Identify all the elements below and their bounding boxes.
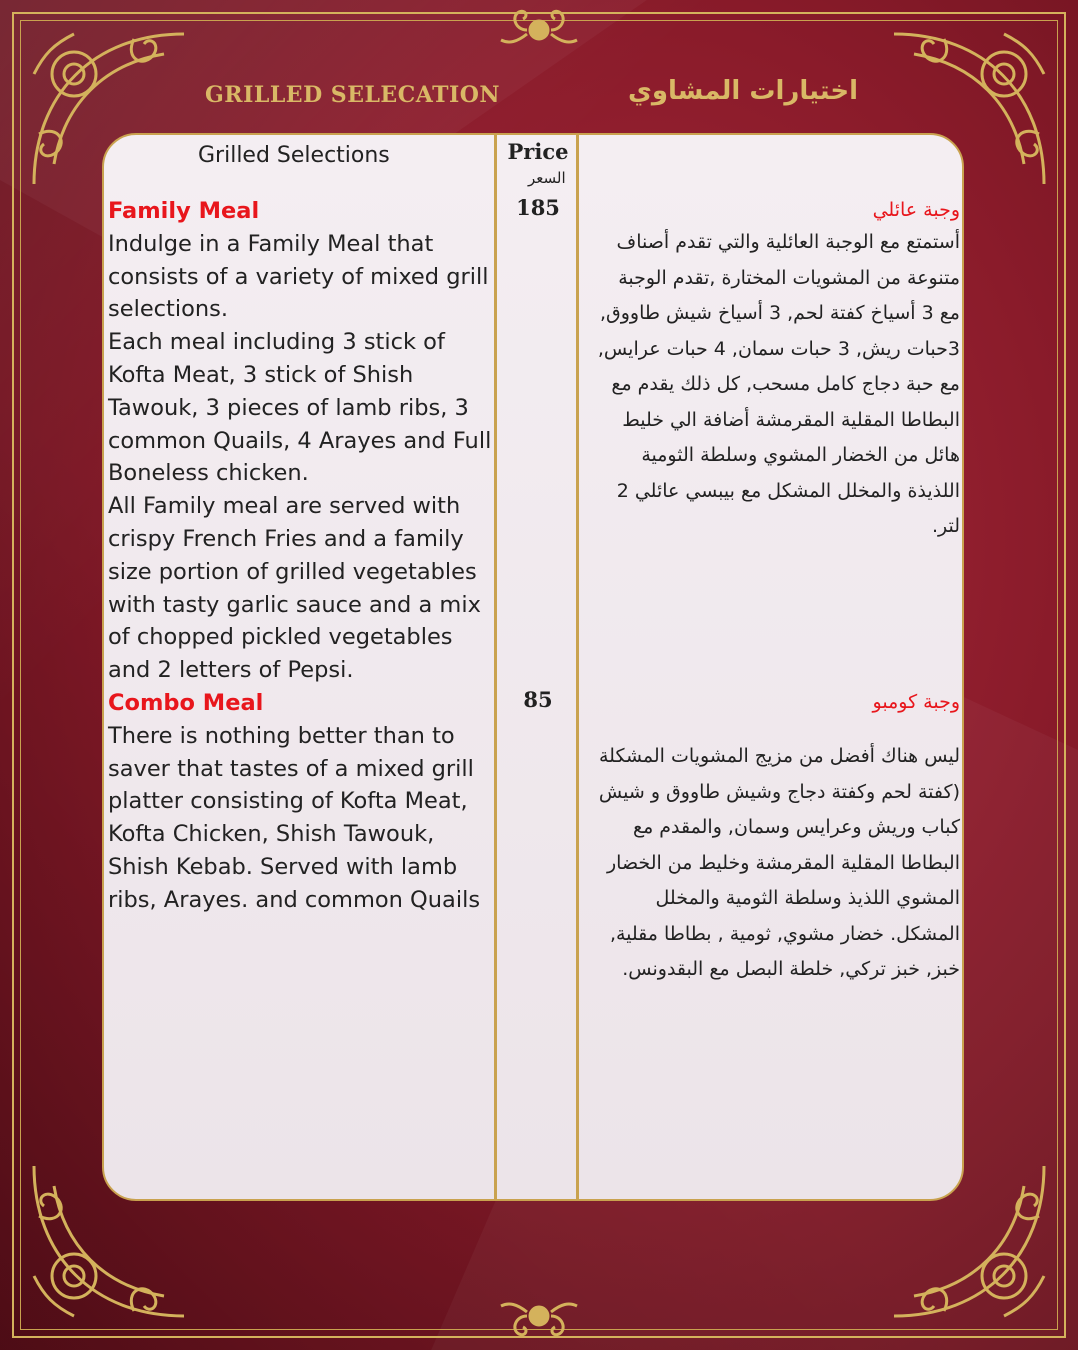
item-title: Combo Meal xyxy=(108,689,264,716)
scroll-ornament-icon xyxy=(489,4,589,54)
price-header-ar: السعر xyxy=(528,169,566,187)
item-description: All Family meal are served with crispy French Fries and a family size portion of grilled vegetables with tasty garlic sauce and a mix of chopped pickled vegetables and 2 letters of Pepsi. xyxy=(108,493,481,684)
header-title-en: GRILLED SELECATION xyxy=(205,82,501,108)
item-price: 85 xyxy=(523,687,553,712)
menu-card xyxy=(102,133,964,1201)
item-price: 185 xyxy=(516,195,560,220)
item-title: Family Meal xyxy=(108,198,260,224)
price-header: Price xyxy=(507,139,569,164)
item-title-ar: وجبة عائلي xyxy=(872,199,960,221)
column-title: Grilled Selections xyxy=(198,143,390,168)
item-title-ar: وجبة كومبو xyxy=(872,691,960,713)
column-divider xyxy=(494,135,497,1199)
item-description-ar: أستمتع مع الوجبة العائلية والتي تقدم أصناف متنوعة من المشويات المختارة ,تقدم الوجبة مع 3 أسياخ كفتة لحم, 3 أسياخ شيش طاووق, 3حبات ريش, 3 حبات سمان, 4 حبات عرايس, مع حبة دجاج كامل مسحب, كل ذلك يقدم مع البطاطا المقلية المقرمشة أضافة الي خليط هائل من الخضار المشوي وسلطة الثومية اللذيذة والمخلل المشكل مع بيبسي عائلي 2 لتر. xyxy=(597,231,960,537)
english-column xyxy=(108,195,492,917)
item-description: Each meal including 3 stick of Kofta Meat, 3 stick of Shish Tawouk, 3 pieces of lamb ribs, 3 common Quails, 4 Arayes and Full Boneless chicken. xyxy=(108,329,492,487)
header-title-ar: اختيارات المشاوي xyxy=(628,76,859,106)
item-description: There is nothing better than to saver that tastes of a mixed grill platter consisting of Kofta Meat, Kofta Chicken, Shish Tawouk, Shish Kebab. Served with lamb ribs, Arayes. and common Quails xyxy=(108,722,481,913)
arabic-item xyxy=(594,691,960,988)
item-description-ar: ليس هناك أفضل من مزيج المشويات المشكلة (كفتة لحم وكفتة دجاج وشيش طاووق و شيش كباب وريش وعرايس وسمان, والمقدم مع البطاطا المقلية المقرمشة وخليط من الخضار المشوي اللذيذ وسلطة الثومية والمخلل المشكل. خضار مشوي, ثومية , بطاطا مقلية, خبز, خبز تركي, خلطة البصل مع البقدونس. xyxy=(598,745,960,980)
scroll-ornament-icon xyxy=(489,1292,589,1342)
arabic-item xyxy=(594,199,960,545)
column-divider xyxy=(576,135,579,1199)
item-description: Indulge in a Family Meal that consists of a variety of mixed grill selections. xyxy=(108,230,489,323)
